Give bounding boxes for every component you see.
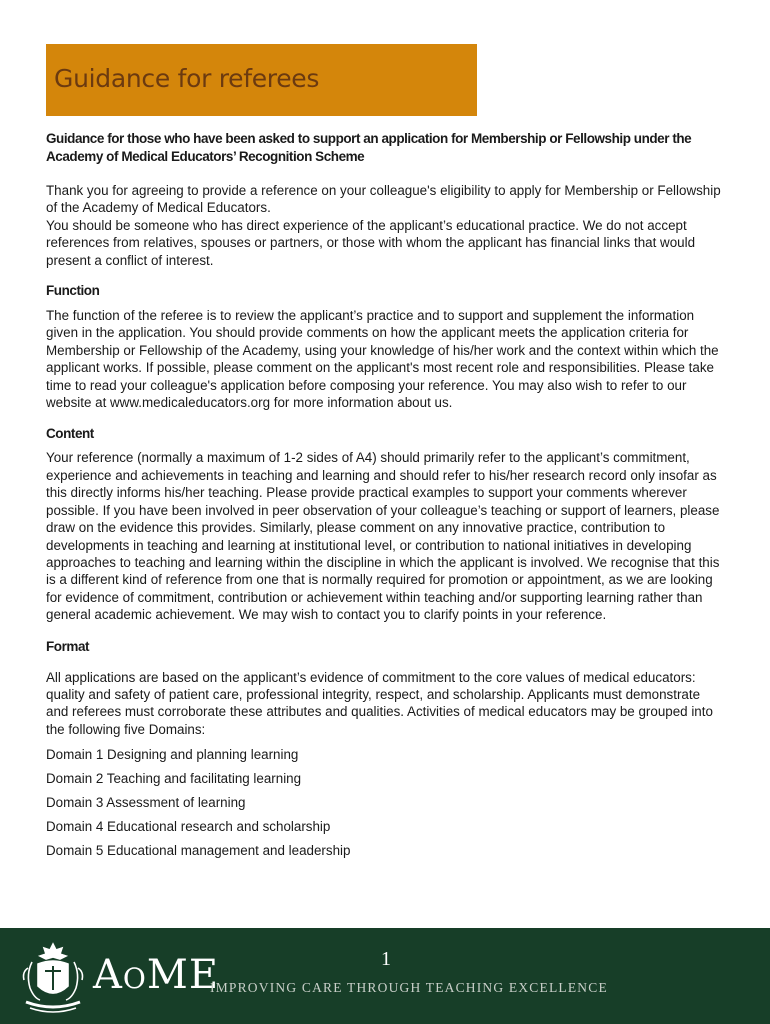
page-title: Guidance for referees xyxy=(54,64,320,93)
domain-item-2: Domain 2 Teaching and facilitating learning xyxy=(46,771,302,787)
page-number: 1 xyxy=(381,948,391,970)
content-paragraph: Your reference (normally a maximum of 1-2 sides of A4) should primarily refer to the applicant’s commitment, experience and achievements in teaching and learning and should refer to his/her research record only insofar as this directly informs his/her teaching. Please provide practical examples to support your comments wherever possible. If you have been involved in peer observation of your colleague’s teaching or support of learners, please draw on the evidence this provides. Similarly, please comment on any innovative practice, contribution to developments in teaching and learning at institutional level, or contribution to national initiatives in developing approaches to teaching and learning within the discipline in which the applicant is involved. We recognise that this is a different kind of reference from one that is normally required for promotion or appointment, as we are looking for evidence of commitment, contribution or achievement within teaching and/or supporting learning rather than general academic achievement. We may wish to contact you to clarify points in your reference. xyxy=(46,450,720,623)
subtitle: Guidance for those who have been asked to support an application for Membership or Fellowship under the Academy of Medical Educators’ Recognition Scheme xyxy=(46,131,692,164)
aome-logo xyxy=(93,952,219,998)
content-heading: Content xyxy=(46,426,94,442)
domain-list xyxy=(46,746,726,859)
intro-line-2: You should be someone who has direct experience of the applicant’s educational practice. We do not accept references from relatives, spouses or partners, or those with whom the applicant has financial links that would present a conflict of interest. xyxy=(46,217,696,268)
title-banner xyxy=(46,44,477,116)
logo-o: O xyxy=(122,962,147,995)
logo-me: ME xyxy=(146,952,220,998)
logo-a: A xyxy=(93,952,123,998)
domain-item-1: Domain 1 Designing and planning learning xyxy=(46,747,299,763)
domain-item-3: Domain 3 Assessment of learning xyxy=(46,795,246,811)
intro-line-1: Thank you for agreeing to provide a reference on your colleague's eligibility to apply for Membership or Fellowship of the Academy of Medical Educators. xyxy=(46,183,721,216)
function-paragraph: The function of the referee is to review the applicant’s practice and to support and supplement the information given in the application. You should provide comments on how the applicant meets the application criteria for Membership or Fellowship of the Academy, using your knowledge of his/her work and the context within which the applicant works. If possible, please comment on the applicant's most recent role and responsibilities. Please take time to read your colleague's application before composing your reference. You may also wish to refer to our website at www.medicaleducators.org for more information about us. xyxy=(46,308,719,411)
intro-paragraph xyxy=(46,182,726,269)
footer-tagline: IMPROVING CARE THROUGH TEACHING EXCELLENCE xyxy=(210,980,608,995)
document-body xyxy=(46,130,726,866)
domain-item-4: Domain 4 Educational research and scholarship xyxy=(46,819,331,835)
function-heading: Function xyxy=(46,283,100,299)
domain-item-5: Domain 5 Educational management and leadership xyxy=(46,843,351,859)
crest-icon xyxy=(18,938,88,1016)
format-paragraph: All applications are based on the applicant’s evidence of commitment to the core values of medical educators: quality and safety of patient care, professional integrity, respect, and scholarship. Applicants must demonstrate and referees must corroborate these attributes and qualities. Activities of medical educators may be grouped into the following five Domains: xyxy=(46,669,713,737)
footer xyxy=(0,928,770,1024)
format-heading: Format xyxy=(46,638,90,654)
